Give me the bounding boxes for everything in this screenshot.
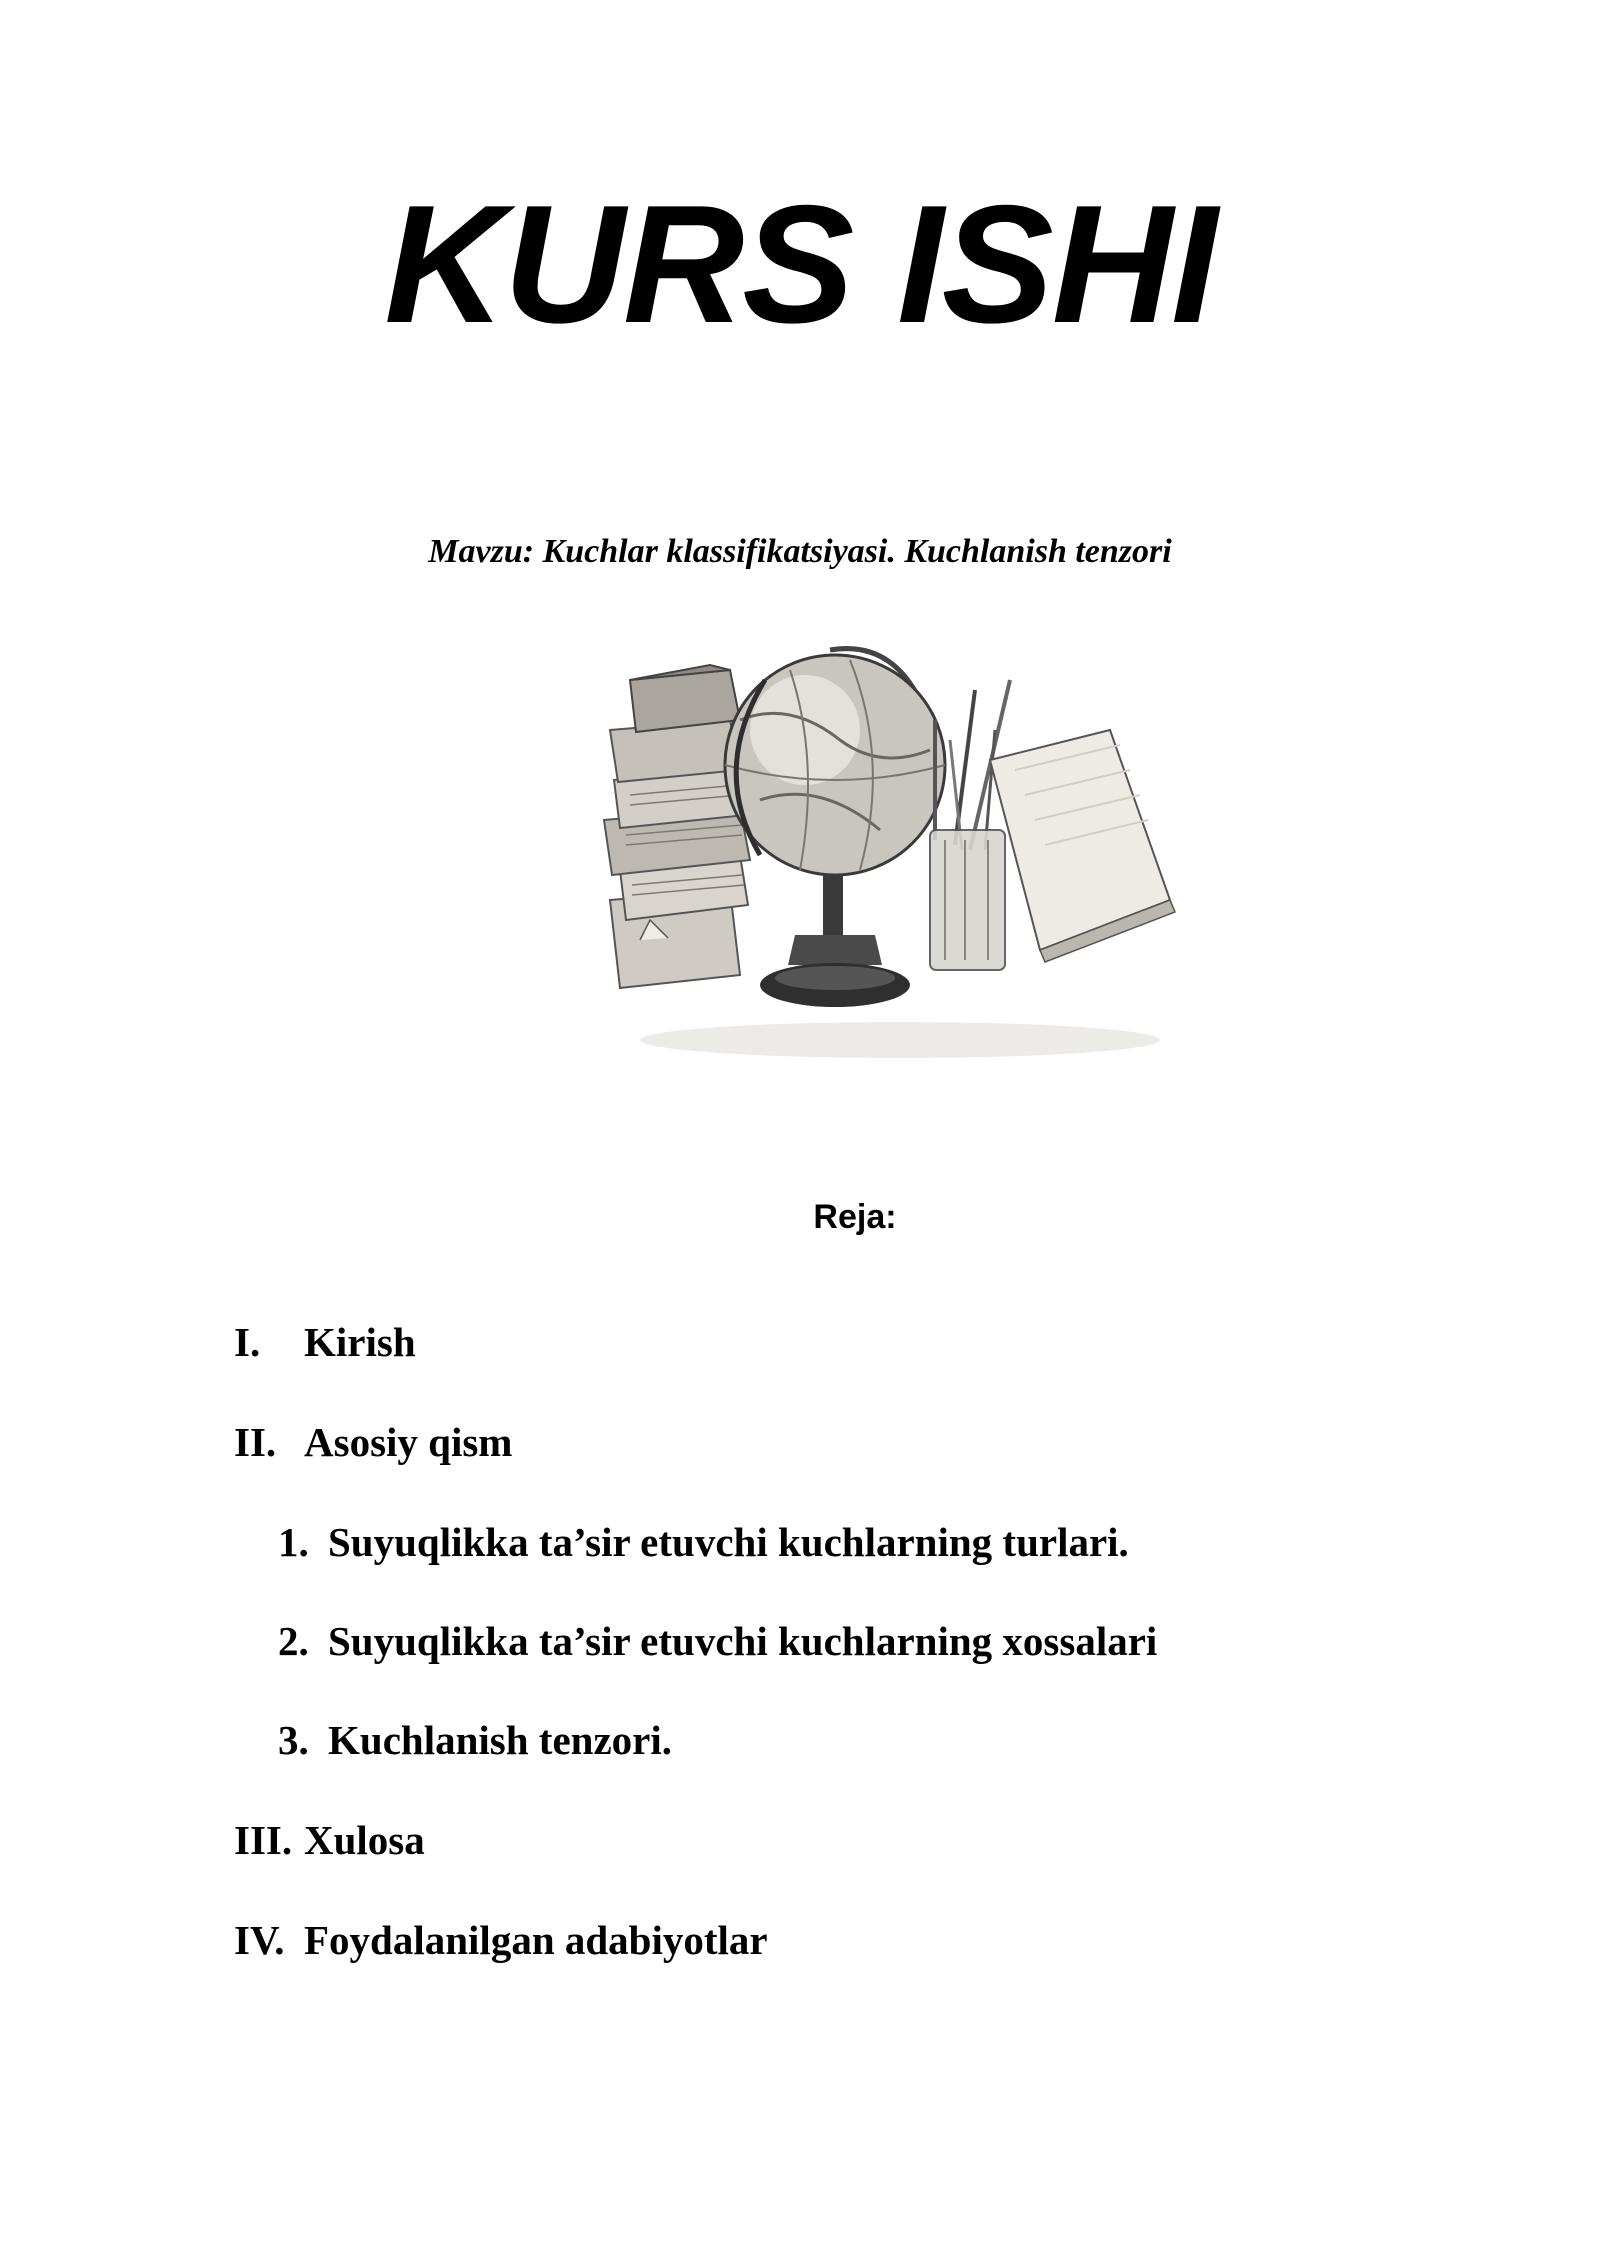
plan-item-label: Asosiy qism (304, 1419, 513, 1465)
plan-item-number: IV. (234, 1917, 285, 1963)
plan-item-number: III. (234, 1817, 293, 1863)
plan-item-label: Kuchlanish tenzori. (328, 1717, 672, 1763)
pencil-cup-icon (930, 680, 1010, 970)
plan-item-number: 1. (278, 1519, 309, 1565)
plan-item-number: 3. (278, 1717, 309, 1763)
plan-item-label: Suyuqlikka ta’sir etuvchi kuchlarning turlari. (328, 1519, 1129, 1565)
plan-item-label: Suyuqlikka ta’sir etuvchi kuchlarning xossalari (328, 1618, 1158, 1664)
plan-item-number: I. (234, 1319, 261, 1365)
document-topic: Mavzu: Kuchlar klassifikatsiyasi. Kuchlanish tenzori (428, 533, 1172, 570)
open-book-icon (990, 730, 1175, 962)
plan-heading: Reja: (813, 1198, 897, 1236)
globe-icon (725, 649, 945, 1007)
books-globe-pencils-illustration (590, 620, 1190, 1070)
plan-item-label: Foydalanilgan adabiyotlar (304, 1917, 768, 1963)
book-stack-icon (604, 665, 750, 988)
plan-item-label: Kirish (304, 1319, 416, 1365)
plan-item-label: Xulosa (304, 1817, 425, 1863)
ground-shadow (640, 1022, 1160, 1058)
plan-item-number: II. (234, 1419, 277, 1465)
plan-item-number: 2. (278, 1618, 309, 1664)
document-title: KURS ISHI (384, 170, 1216, 358)
